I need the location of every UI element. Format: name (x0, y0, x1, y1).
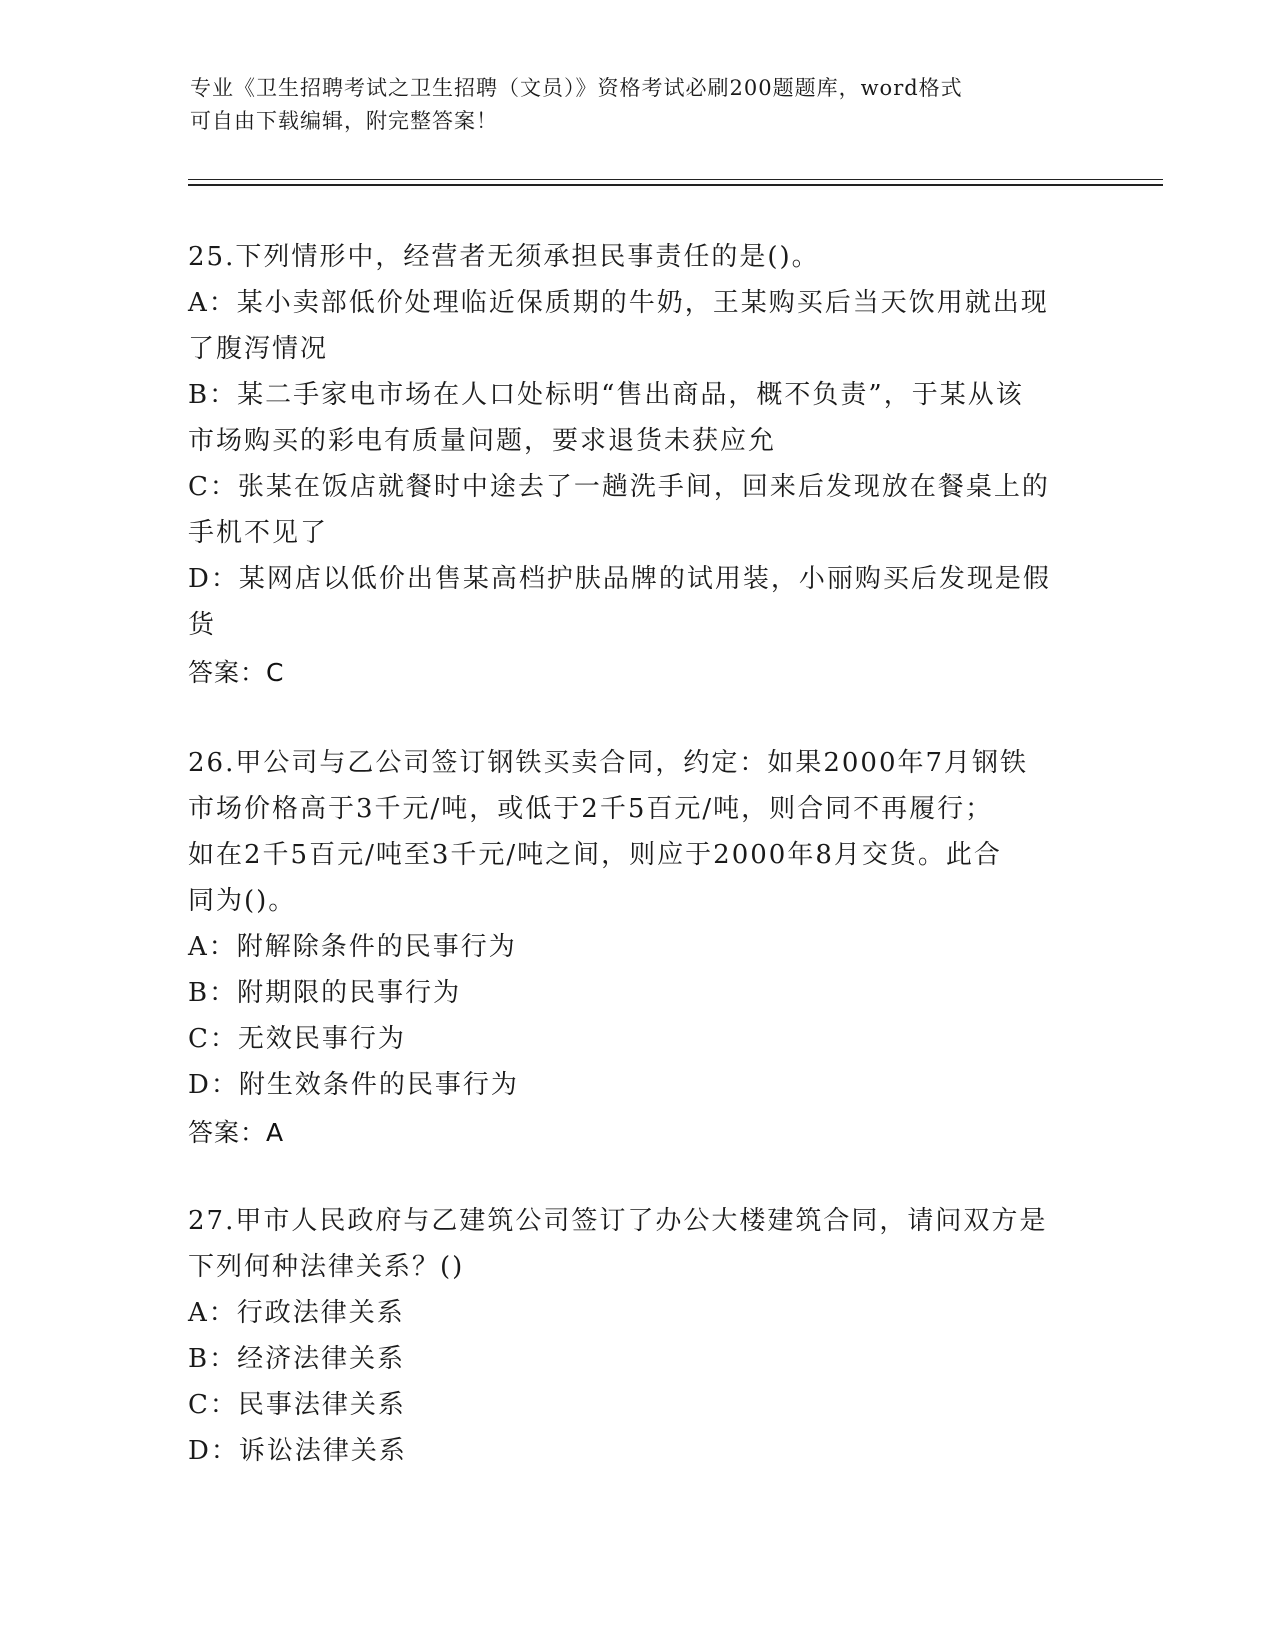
option-line: B：某二手家电市场在人口处标明“售出商品，概不负责”，于某从该 (188, 380, 1024, 410)
option-line: C：张某在饭店就餐时中途去了一趟洗手间，回来后发现放在餐桌上的 (188, 472, 1050, 502)
header-line-1: 专业《卫生招聘考试之卫生招聘（文员）》资格考试必刷200题题库，word格式 (190, 76, 963, 100)
answer-label: 答案：A (188, 1118, 285, 1147)
option-a: A：附解除条件的民事行为 (188, 932, 517, 962)
option-line: 市场购买的彩电有质量问题，要求退货未获应允 (188, 426, 777, 456)
option-d: D：诉讼法律关系 (188, 1436, 407, 1466)
stem-line: 25.下列情形中，经营者无须承担民事责任的是()。 (188, 242, 820, 272)
header-line-2: 可自由下载编辑，附完整答案！ (190, 109, 498, 133)
stem-line: 下列何种法律关系？() (188, 1252, 465, 1282)
document-header (190, 72, 1090, 138)
option-a (188, 280, 1088, 372)
question-26 (188, 740, 1088, 1156)
question-stem (188, 1198, 1088, 1290)
stem-line: 同为()。 (188, 886, 297, 916)
stem-line: 市场价格高于3千元/吨，或低于2千5百元/吨，则合同不再履行； (188, 794, 994, 824)
option-line: D：某网店以低价出售某高档护肤品牌的试用装，小丽购买后发现是假 (188, 564, 1051, 594)
option-b: B：附期限的民事行为 (188, 978, 462, 1008)
question-stem (188, 234, 1088, 280)
option-c: C：民事法律关系 (188, 1390, 406, 1420)
question-stem (188, 740, 1088, 924)
option-d (188, 556, 1088, 648)
stem-line: 26.甲公司与乙公司签订钢铁买卖合同，约定：如果2000年7月钢铁 (188, 748, 1029, 778)
header-divider-thin (188, 179, 1163, 180)
question-25 (188, 234, 1088, 696)
option-line: 了腹泻情况 (188, 334, 329, 364)
option-a: A：行政法律关系 (188, 1298, 405, 1328)
option-c (188, 464, 1088, 556)
option-d: D：附生效条件的民事行为 (188, 1070, 519, 1100)
option-line: A：某小卖部低价处理临近保质期的牛奶，王某购买后当天饮用就出现 (188, 288, 1049, 318)
option-b: B：经济法律关系 (188, 1344, 406, 1374)
option-c: C：无效民事行为 (188, 1024, 406, 1054)
option-b (188, 372, 1088, 464)
stem-line: 如在2千5百元/吨至3千元/吨之间，则应于2000年8月交货。此合 (188, 840, 1002, 870)
answer-label: 答案：C (188, 658, 285, 687)
question-27 (188, 1198, 1088, 1474)
option-line: 手机不见了 (188, 518, 329, 548)
stem-line: 27.甲市人民政府与乙建筑公司签订了办公大楼建筑合同，请问双方是 (188, 1206, 1048, 1236)
option-line: 货 (188, 610, 217, 640)
header-divider-thick (188, 184, 1163, 186)
